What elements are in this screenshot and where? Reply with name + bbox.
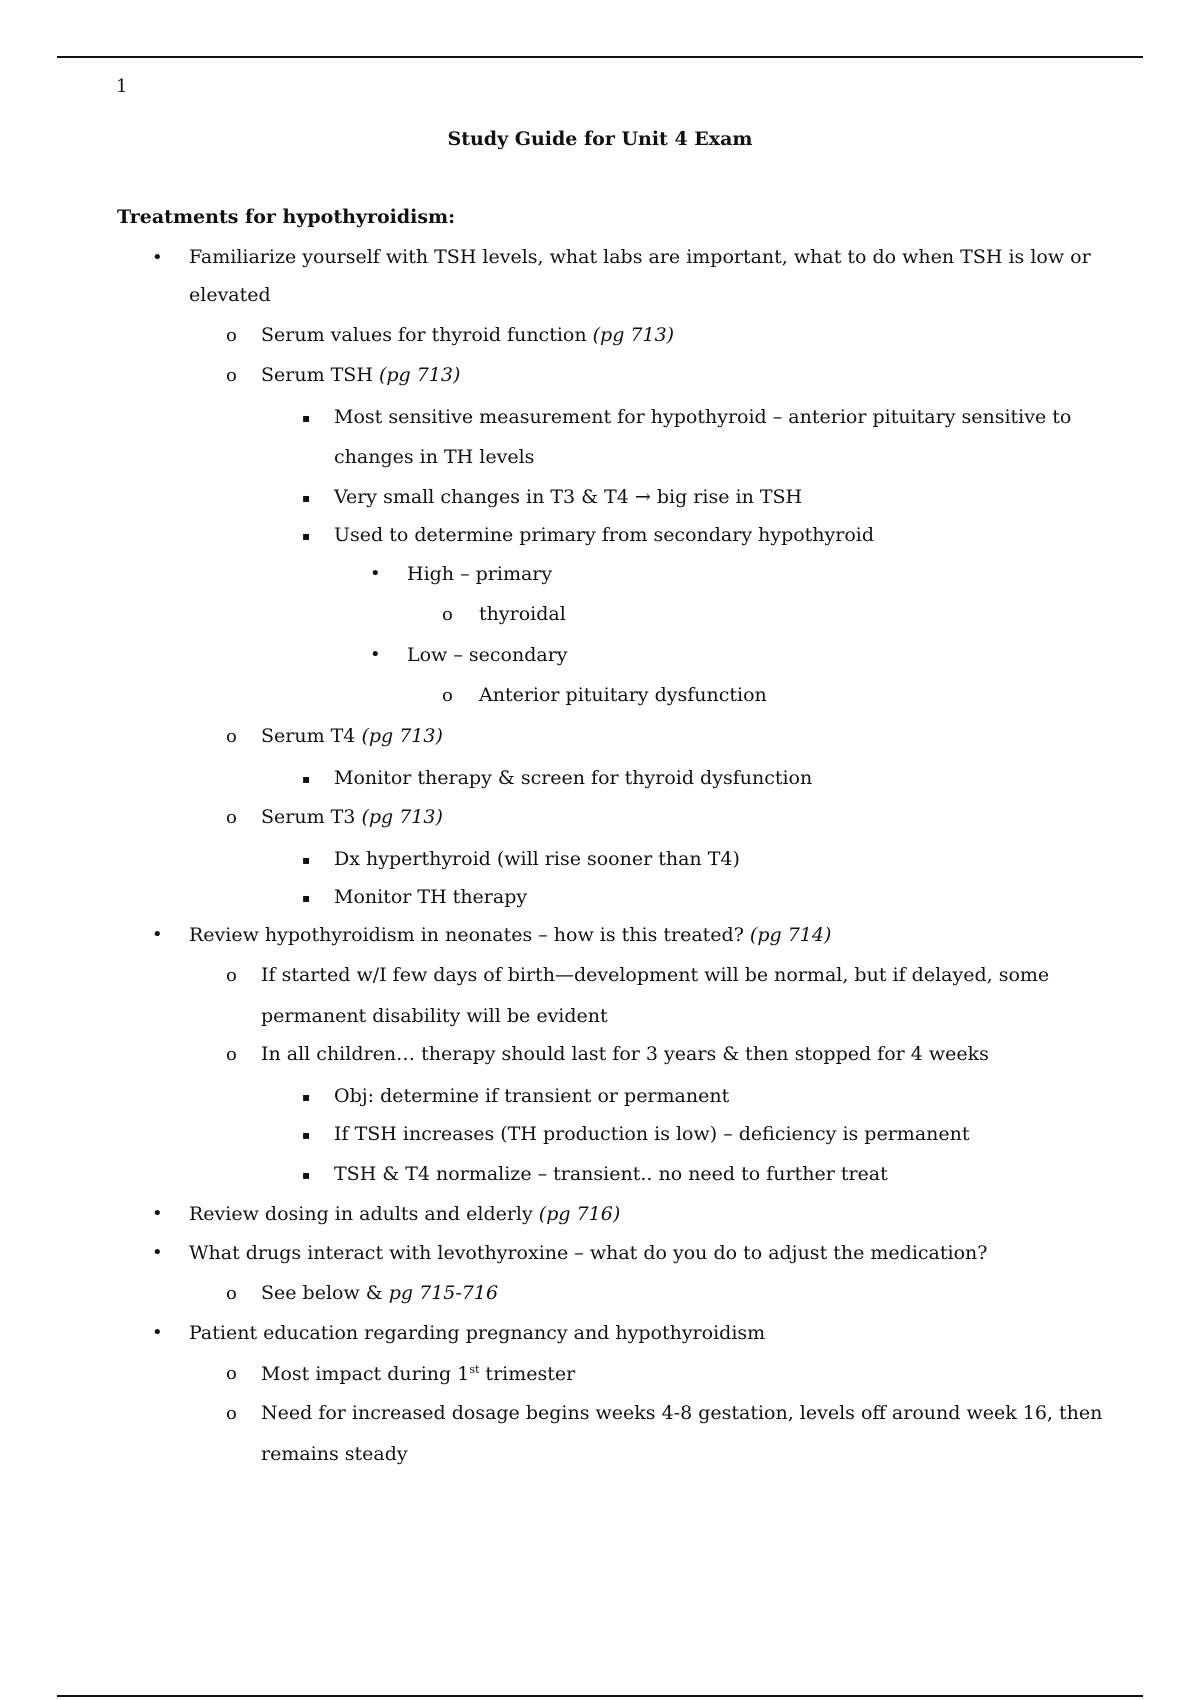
list-item: Review hypothyroidism in neonates – how is this treated? (pg 714) — [189, 924, 832, 946]
section-heading: Treatments for hypothyroidism: — [117, 206, 456, 228]
list-item: TSH & T4 normalize – transient.. no need to further treat — [334, 1163, 888, 1185]
page-number: 1 — [116, 76, 128, 97]
list-item: Low – secondary — [407, 644, 568, 666]
bullet-square: ▪ — [302, 891, 311, 905]
list-item: Most impact during 1st trimester — [261, 1363, 576, 1385]
bullet-square: ▪ — [302, 529, 311, 543]
list-item: Most sensitive measurement for hypothyroid – anterior pituitary sensitive to — [334, 406, 1072, 428]
bullet-circle: o — [226, 726, 237, 747]
bullet-square: ▪ — [302, 1128, 311, 1142]
bullet-disc: • — [152, 247, 163, 268]
document-title: Study Guide for Unit 4 Exam — [447, 128, 753, 150]
bullet-square: ▪ — [302, 1090, 311, 1104]
bullet-circle: o — [442, 685, 453, 706]
bullet-circle: o — [226, 1363, 237, 1384]
bullet-disc: • — [370, 563, 381, 584]
bullet-disc: • — [152, 1242, 163, 1263]
bullet-circle: o — [226, 325, 237, 346]
bullet-circle: o — [226, 807, 237, 828]
list-item: Serum TSH (pg 713) — [261, 364, 461, 386]
bullet-disc: • — [370, 644, 381, 665]
list-item: thyroidal — [479, 603, 566, 625]
list-item: High – primary — [407, 563, 553, 585]
bullet-circle: o — [442, 604, 453, 625]
list-item-continued: elevated — [189, 284, 271, 306]
list-item: If TSH increases (TH production is low) – deficiency is permanent — [334, 1123, 970, 1145]
bullet-disc: • — [152, 924, 163, 945]
bullet-circle: o — [226, 1283, 237, 1304]
list-item: Very small changes in T3 & T4 → big rise in TSH — [334, 486, 803, 508]
bullet-disc: • — [152, 1322, 163, 1343]
list-item-continued: changes in TH levels — [334, 446, 535, 468]
bullet-square: ▪ — [302, 853, 311, 867]
list-item: Patient education regarding pregnancy and hypothyroidism — [189, 1322, 766, 1344]
header-rule — [57, 56, 1143, 58]
bullet-circle: o — [226, 965, 237, 986]
bullet-circle: o — [226, 365, 237, 386]
list-item: Need for increased dosage begins weeks 4-8 gestation, levels off around week 16, then — [261, 1402, 1103, 1424]
list-item: Monitor TH therapy — [334, 886, 528, 908]
bullet-square: ▪ — [302, 491, 311, 505]
bullet-square: ▪ — [302, 1168, 311, 1182]
bullet-circle: o — [226, 1044, 237, 1065]
list-item: Monitor therapy & screen for thyroid dysfunction — [334, 767, 813, 789]
list-item: In all children… therapy should last for 3 years & then stopped for 4 weeks — [261, 1043, 989, 1065]
bullet-disc: • — [152, 1203, 163, 1224]
bullet-circle: o — [226, 1403, 237, 1424]
list-item: Serum values for thyroid function (pg 713) — [261, 324, 675, 346]
list-item: Serum T4 (pg 713) — [261, 725, 443, 747]
bullet-square: ▪ — [302, 772, 311, 786]
list-item: Dx hyperthyroid (will rise sooner than T4) — [334, 848, 740, 870]
list-item: Used to determine primary from secondary hypothyroid — [334, 524, 875, 546]
bullet-square: ▪ — [302, 411, 311, 425]
footer-rule — [57, 1695, 1143, 1697]
list-item: What drugs interact with levothyroxine – what do you do to adjust the medication? — [189, 1242, 988, 1264]
list-item: Serum T3 (pg 713) — [261, 806, 443, 828]
list-item: Anterior pituitary dysfunction — [479, 684, 767, 706]
list-item: If started w/I few days of birth—development will be normal, but if delayed, some — [261, 964, 1050, 986]
list-item-continued: permanent disability will be evident — [261, 1005, 608, 1027]
list-item: Review dosing in adults and elderly (pg 716) — [189, 1203, 621, 1225]
list-item: Familiarize yourself with TSH levels, what labs are important, what to do when TSH is low or — [189, 246, 1091, 268]
list-item: Obj: determine if transient or permanent — [334, 1085, 730, 1107]
list-item-continued: remains steady — [261, 1443, 408, 1465]
list-item: See below & pg 715-716 — [261, 1282, 499, 1304]
